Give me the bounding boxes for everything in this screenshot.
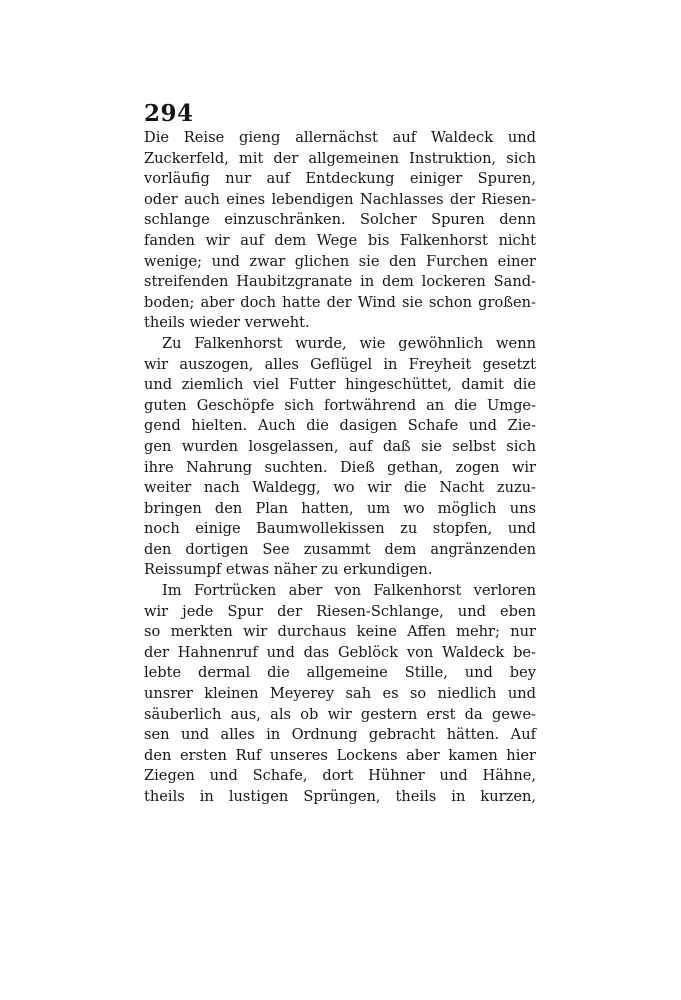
text-line: noch einige Baumwollekissen zu stopfen, und: [144, 520, 536, 538]
text-line: bringen den Plan hatten, um wo möglich uns: [144, 499, 536, 517]
text-line: wir jede Spur der Riesen-Schlange, und eben: [144, 602, 536, 620]
text-line: Reissumpf etwas näher zu erkundigen.: [144, 561, 433, 579]
text-line: weiter nach Waldegg, wo wir die Nacht zuzu-: [144, 479, 536, 497]
text-line: guten Geschöpfe sich fortwährend an die Umge-: [144, 396, 536, 414]
text-line: vorläufig nur auf Entdeckung einiger Spuren,: [144, 170, 536, 188]
text-line: Zuckerfeld, mit der allgemeinen Instruktion, sich: [144, 149, 536, 167]
text-line: gend hielten. Auch die dasigen Schafe und Zie-: [144, 417, 536, 435]
page-number: 294: [144, 100, 194, 127]
text-line: so merkten wir durchaus keine Affen mehr; nur: [144, 623, 536, 641]
text-line: Im Fortrücken aber von Falkenhorst verloren: [162, 582, 536, 600]
text-line: gen wurden losgelassen, auf daß sie selbst sich: [144, 437, 536, 455]
text-line: fanden wir auf dem Wege bis Falkenhorst nicht: [144, 231, 536, 249]
text-line: schlange einzuschränken. Solcher Spuren denn: [144, 211, 536, 229]
text-line: lebte dermal die allgemeine Stille, und bey: [144, 664, 536, 682]
text-line: wenige; und zwar glichen sie den Furchen einer: [144, 252, 536, 270]
text-line: oder auch eines lebendigen Nachlasses der Riesen-: [144, 190, 536, 208]
text-line: wir auszogen, alles Geflügel in Freyheit gesetzt: [144, 355, 536, 373]
body-text: [144, 128, 536, 808]
text-line: säuberlich aus, als ob wir gestern erst da gewe-: [144, 705, 536, 723]
text-line: theils wieder verweht.: [144, 314, 310, 332]
text-line: den dortigen See zusammt dem angränzenden: [144, 540, 536, 558]
text-line: Zu Falkenhorst wurde, wie gewöhnlich wenn: [162, 334, 536, 352]
text-line: sen und alles in Ordnung gebracht hätten. Auf: [144, 726, 536, 744]
text-line: unsrer kleinen Meyerey sah es so niedlich und: [144, 685, 536, 703]
text-line: den ersten Ruf unseres Lockens aber kamen hier: [144, 746, 536, 764]
text-line: Ziegen und Schafe, dort Hühner und Hähne,: [144, 767, 536, 785]
text-line: der Hahnenruf und das Geblöck von Waldeck be-: [144, 643, 536, 661]
text-line: Die Reise gieng allernächst auf Waldeck und: [144, 129, 536, 146]
text-line: und ziemlich viel Futter hingeschüttet, damit die: [144, 376, 536, 394]
text-line: ihre Nahrung suchten. Dieß gethan, zogen wir: [144, 458, 536, 476]
text-line: boden; aber doch hatte der Wind sie schon großen-: [144, 293, 536, 311]
text-line: streifenden Haubitzgranate in dem lockeren Sand-: [144, 273, 536, 291]
text-line: theils in lustigen Sprüngen, theils in kurzen,: [144, 788, 536, 805]
